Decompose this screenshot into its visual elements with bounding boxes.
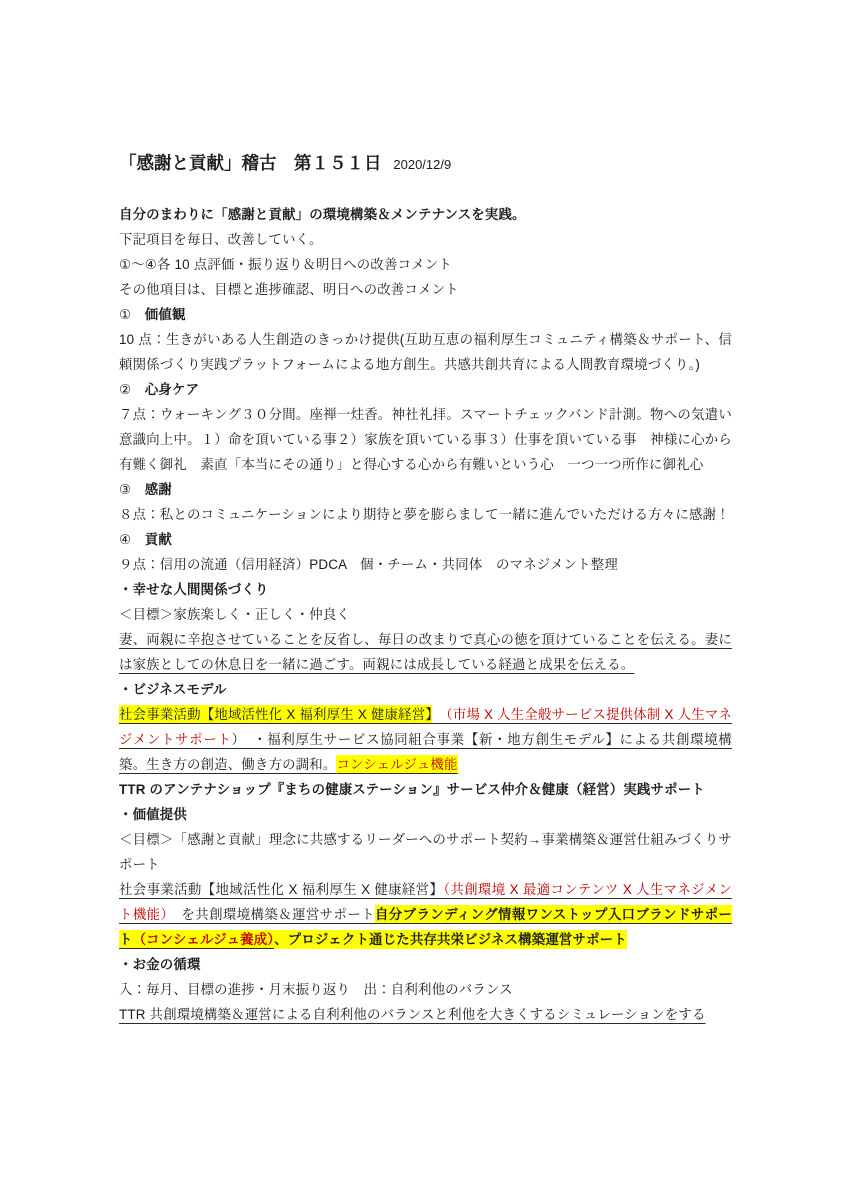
red-text-run: （市場 X 人生全般サービス提供体制 X 人生マネジメントサポート <box>119 707 733 747</box>
paragraph-routine-note-1 <box>119 227 732 252</box>
paragraph-routine-note-2 <box>119 252 732 277</box>
paragraph-business-model-body <box>119 702 732 777</box>
paragraph-happy-relations-heading <box>119 577 732 602</box>
text-run: ① <box>119 307 145 322</box>
document-date: 2020/12/9 <box>393 157 452 172</box>
highlighted-run: （コンシェルジュ養成） <box>132 932 275 947</box>
document-content <box>119 150 732 1027</box>
paragraph-section-3-heading <box>119 477 732 502</box>
paragraph-ttr-simulation <box>119 1002 732 1027</box>
text-run: を共創環境構築＆運営サポート <box>167 907 375 922</box>
paragraph-section-2-heading <box>119 377 732 402</box>
text-run: TTR 共創環境構築＆運営による自利利他のバランスと利他を大きくするシミュレーションをする <box>119 1007 706 1022</box>
text-run: ・ビジネスモデル <box>119 682 227 697</box>
paragraph-section-4-score <box>119 552 732 577</box>
paragraph-happy-relations-body <box>119 627 732 677</box>
paragraph-money-circulation-heading <box>119 952 732 977</box>
document-title-line <box>119 150 732 178</box>
paragraph-happy-relations-goal <box>119 602 732 627</box>
document-body <box>119 202 732 1027</box>
text-run: ＜目標＞「感謝と貢献」理念に共感するリーダーへのサポート契約→事業構築＆運営仕組みづくりサポート <box>119 832 732 872</box>
highlighted-run: 社会事業活動【地域活性化 X 福利厚生 X 健康経営】 <box>119 707 433 722</box>
paragraph-intro <box>119 202 732 227</box>
text-run: ・福利厚生サービス協同組合事業【新・地方創生モデル】による共創環境構築。生き方の創造、働き方の調和。 <box>119 732 732 772</box>
text-run: ④ <box>119 532 145 547</box>
paragraph-section-3-score <box>119 502 732 527</box>
text-run: 心身ケア <box>144 382 200 397</box>
text-run: ・お金の循環 <box>119 957 201 972</box>
text-run: 下記項目を毎日、改善していく。 <box>119 232 323 247</box>
paragraph-value-offer-body <box>119 877 732 952</box>
text-run: ・幸せな人間関係づくり <box>119 582 269 597</box>
text-run: ・価値提供 <box>119 807 187 822</box>
red-text-run: （共創環境 X 最適コンテンツ X 人生マネジメント機能） <box>119 882 732 922</box>
paragraph-money-circulation-body <box>119 977 732 1002</box>
paragraph-value-offer-goal <box>119 827 732 877</box>
text-run: 社会事業活動【地域活性化 X 福利厚生 X 健康経営】 <box>119 882 444 897</box>
paragraph-section-2-score <box>119 402 732 477</box>
highlighted-run: 自分ブランディング情報ワンストップ入口ブランドサポート <box>119 907 733 947</box>
paragraph-routine-note-3 <box>119 277 732 302</box>
text-run: ①～④各 10 点評価・振り返り＆明日への改善コメント <box>119 257 452 272</box>
text-run: 妻、両親に辛抱させていることを反省し、毎日の改まりで真心の徳を頂けていることを伝える。妻には家族としての休息日を一緒に過ごす。両親には成長している経過と成果を伝える。 <box>119 632 732 672</box>
paragraph-value-offer-heading <box>119 802 732 827</box>
text-run: 価値観 <box>144 307 186 322</box>
text-run: ） <box>231 732 239 747</box>
paragraph-section-4-heading <box>119 527 732 552</box>
text-run: ８点：私とのコミュニケーションにより期待と夢を膨らまして一緒に進んでいただける方々に感謝！ <box>119 507 730 522</box>
highlighted-run: コンシェルジュ機能 <box>336 757 458 772</box>
text-run: ＜目標＞家族楽しく・正しく・仲良く <box>119 607 351 622</box>
text-run: 自分のまわりに「感謝と貢献」の環境構築＆メンテナンスを実践。 <box>119 207 526 222</box>
highlighted-run: 、プロジェクト通じた共存共栄ビジネス構築運営サポート <box>274 932 627 947</box>
text-run: 感謝 <box>144 482 172 497</box>
paragraph-business-model-heading <box>119 677 732 702</box>
paragraph-ttr-antenna-shop <box>119 777 732 802</box>
text-run: ７点：ウォーキング３０分間。座禅一炷香。神社礼拝。スマートチェックバンド計測。物への気遣い意識向上中。１）命を頂いている事２）家族を頂いている事３）仕事を頂いている事 神様に心から有難く御礼 素直「本当にその通り」と得心する心から有難いという心 一つ一つ所作に御礼心 <box>119 407 732 472</box>
text-run: ９点：信用の流通（信用経済）PDCA 個・チーム・共同体 のマネジメント整理 <box>119 557 618 572</box>
paragraph-section-1-score <box>119 327 732 377</box>
text-run: ② <box>119 382 145 397</box>
text-run: TTR のアンテナショップ『まちの健康ステーション』サービス仲介＆健康（経営）実践サポート <box>119 782 705 797</box>
text-run: その他項目は、目標と進捗確認、明日への改善コメント <box>119 282 459 297</box>
paragraph-section-1-heading <box>119 302 732 327</box>
page-title: 「感謝と貢献」稽古 第１５１日 <box>119 153 382 173</box>
text-run: 入：毎月、目標の進捗・月末振り返り 出：自利利他のバランス <box>119 982 513 997</box>
text-run: 貢献 <box>144 532 172 547</box>
text-run: 10 点：生きがいある人生創造のきっかけ提供(互助互恵の福利厚生コミュニティ構築＆サポート、信頼関係づくり実践プラットフォームによる地方創生。共感共創共育による人間教育環境づくり。) <box>119 332 732 372</box>
text-run <box>432 707 446 722</box>
text-run: ③ <box>119 482 145 497</box>
